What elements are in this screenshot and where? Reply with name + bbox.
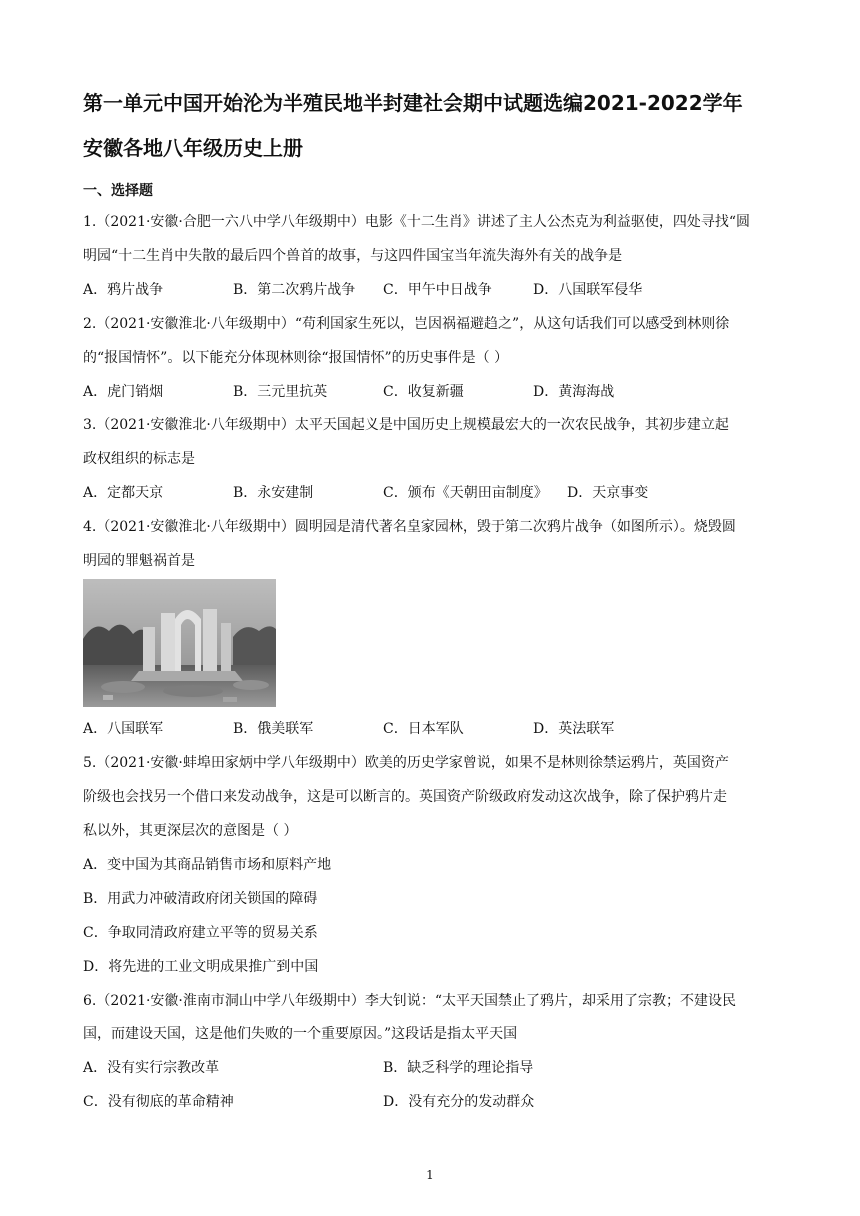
question-text: 国，而建设天国，这是他们失败的一个重要原因。”这段话是指太平天国 [83, 1026, 518, 1042]
option-d: D．黄海海战 [533, 384, 615, 400]
option-a: A．定都天京 [83, 485, 164, 501]
question-text: 的“报国情怀”。以下能充分体现林则徐“报国情怀”的历史事件是（ ） [83, 350, 509, 366]
option-c: C．甲午中日战争 [383, 282, 492, 298]
option-a: A．没有实行宗教改革 [83, 1060, 220, 1076]
question-text: 政权组织的标志是 [83, 451, 195, 467]
option-b: B．第二次鸦片战争 [233, 282, 356, 298]
question-text: 4.（2021·安徽淮北·八年级期中）圆明园是清代著名皇家园林，毁于第二次鸦片战争（如图所示）。烧毁圆 [83, 519, 736, 535]
option-c: C．争取同清政府建立平等的贸易关系 [83, 925, 318, 941]
section-heading: 一、选择题 [83, 183, 153, 199]
question-text: 明园的罪魁祸首是 [83, 553, 195, 569]
document-title-line-1: 第一单元中国开始沦为半殖民地半封建社会期中试题选编2021-2022学年 [83, 91, 743, 115]
option-b: B．永安建制 [233, 485, 314, 501]
page-number: 1 [426, 1168, 434, 1182]
question-text: 明园“十二生肖中失散的最后四个兽首的故事，与这四件国宝当年流失海外有关的战争是 [83, 248, 623, 264]
yuanmingyuan-ruins-photo [83, 579, 276, 707]
option-d: D．将先进的工业文明成果推广到中国 [83, 959, 319, 975]
question-text: 私以外，其更深层次的意图是（ ） [83, 823, 298, 839]
option-b: B．俄美联军 [233, 721, 314, 737]
option-a: A．虎门销烟 [83, 384, 164, 400]
option-a: A．变中国为其商品销售市场和原料产地 [83, 857, 332, 873]
option-b: B．用武力冲破清政府闭关锁国的障碍 [83, 891, 318, 907]
option-c: C．收复新疆 [383, 384, 464, 400]
document-title-line-2: 安徽各地八年级历史上册 [83, 136, 303, 160]
option-d: D．没有充分的发动群众 [383, 1094, 535, 1110]
option-b: B．三元里抗英 [233, 384, 328, 400]
option-b: B．缺乏科学的理论指导 [383, 1060, 534, 1076]
question-text: 3.（2021·安徽淮北·八年级期中）太平天国起义是中国历史上规模最宏大的一次农民战争，其初步建立起 [83, 417, 729, 433]
question-text: 6.（2021·安徽·淮南市洞山中学八年级期中）李大钊说：“太平天国禁止了鸦片，却采用了宗教；不建设民 [83, 993, 737, 1009]
option-d: D．英法联军 [533, 721, 615, 737]
option-d: D．天京事变 [567, 485, 649, 501]
option-c: C．没有彻底的革命精神 [83, 1094, 234, 1110]
option-d: D．八国联军侵华 [533, 282, 643, 298]
option-c: C．日本军队 [383, 721, 464, 737]
question-text: 5.（2021·安徽·蚌埠田家炳中学八年级期中）欧美的历史学家曾说，如果不是林则徐禁运鸦片，英国资产 [83, 755, 729, 771]
question-text: 2.（2021·安徽淮北·八年级期中）“苟利国家生死以，岂因祸福避趋之”，从这句话我们可以感受到林则徐 [83, 316, 730, 332]
question-text: 1.（2021·安徽·合肥一六八中学八年级期中）电影《十二生肖》讲述了主人公杰克为利益驱使，四处寻找“圆 [83, 214, 751, 230]
option-a: A．八国联军 [83, 721, 164, 737]
option-a: A．鸦片战争 [83, 282, 164, 298]
option-c: C．颁布《天朝田亩制度》 [383, 485, 548, 501]
question-text: 阶级也会找另一个借口来发动战争，这是可以断言的。英国资产阶级政府发动这次战争，除了保护鸦片走 [83, 789, 727, 805]
